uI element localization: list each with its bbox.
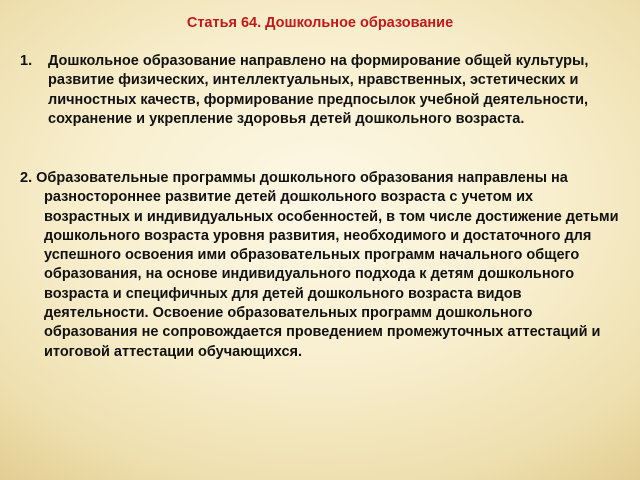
- list-item-number: 1.: [20, 53, 33, 69]
- slide-title: Статья 64. Дошкольное образование: [186, 15, 454, 31]
- list-item-2: 2. Образовательные программы дошкольного образования направлены на разностороннее развитие детей дошкольного возраста с учетом их возрастных и индивидуальных особенностей, в том числе достижение детьми дошкольного возраста уровня развития, необходимого и достаточного для успешного освоения ими образовательных программ начального общего образования, на основе индивидуального подхода к детям дошкольного возраста и специфичных для детей дошкольного возраста видов деятельности. Освоение образовательных программ дошкольного образования не сопровождается проведением промежуточных аттестаций и итоговой аттестации обучающихся.: [20, 170, 619, 360]
- list-item-text: Дошкольное образование направлено на формирование общей культуры, развитие физических, интеллектуальных, нравственных, эстетических и личностных качеств, формирование предпосылок учебной деятельности, сохранение и укрепление здоровья детей дошкольного возраста.: [48, 53, 589, 127]
- list-item-1: [20, 52, 620, 129]
